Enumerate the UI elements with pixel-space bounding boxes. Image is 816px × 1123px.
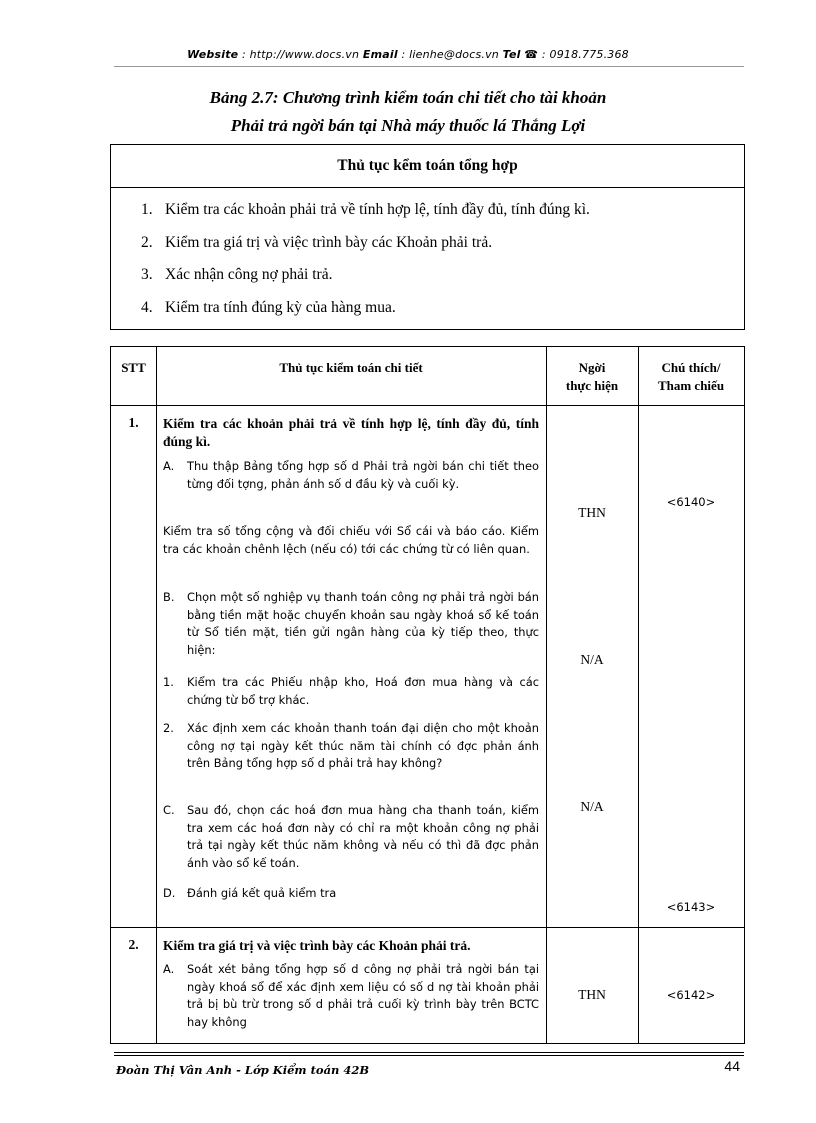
row2-performer: THN — [578, 987, 606, 1002]
row1-item-c: C. Sau đó, chọn các hoá đơn mua hàng cha thanh toán, kiểm tra xem các hoá đơn này có chỉ ra một khoản công nợ phải trả tại ngày kết thúc năm không và nếu có thì đã đợc phản ánh vào sổ kế toán. — [163, 803, 539, 870]
header-divider — [114, 66, 744, 67]
tel-value: : 0918.775.368 — [538, 48, 629, 61]
website-label: Website — [187, 48, 239, 61]
footer-divider — [114, 1055, 744, 1056]
row2-stt: 2. — [128, 937, 139, 952]
summary-list — [141, 201, 590, 331]
summary-item: 1. Kiểm tra các khoản phải trả về tính hợp lệ, tính đầy đủ, tính đúng kì. — [141, 201, 590, 218]
footer-divider — [114, 1052, 744, 1053]
col-divider — [156, 347, 157, 1044]
summary-item: 2. Kiểm tra giá trị và việc trình bày các Khoản phải trả. — [141, 233, 493, 251]
row1-item-d: D. Đánh giá kết quả kiểm tra — [163, 886, 337, 900]
detail-table — [110, 346, 745, 1044]
table-title-line2: Phải trả ngời bán tại Nhà máy thuốc lá Thắng Lợi — [230, 116, 586, 135]
row1-performer-a: THN — [578, 505, 606, 520]
tel-label: Tel — [502, 48, 521, 61]
col-divider — [546, 347, 547, 1044]
row1-subitem-1: 1. Kiểm tra các Phiếu nhập kho, Hoá đơn mua hàng và các chứng từ bổ trợ khác. — [163, 675, 539, 707]
email-label: Email — [362, 48, 398, 61]
summary-box — [110, 144, 745, 330]
row1-item-a: A. Thu thập Bảng tổng hợp số d Phải trả ngời bán chi tiết theo từng đối tợng, phản ánh số d đầu kỳ và cuối kỳ. — [163, 459, 539, 491]
row2-item-a: A. Soát xét bảng tổng hợp số d công nợ phải trả ngời bán tại ngày khoá sổ để xác định xem liệu có số d nợ tài khoản phải trả bị bù trừ trong số d phải trả cuối kỳ trình bày trên BCTC hay không — [163, 962, 539, 1029]
row1-subitem-2: 2. Xác định xem các khoản thanh toán đại diện cho một khoản công nợ tại ngày kết thúc năm tài chính có đợc phản ánh trên Bảng tổng hợp số d phải trả hay không? — [163, 721, 539, 770]
header-performer: Ngời thực hiện — [565, 360, 619, 393]
summary-item: 4. Kiểm tra tính đúng kỳ của hàng mua. — [141, 298, 396, 316]
summary-heading: Thủ tục kểm toán tổng hợp — [111, 145, 744, 188]
summary-item: 3. Xác nhận công nợ phải trả. — [141, 266, 333, 283]
header-stt: STT — [121, 360, 146, 375]
table-title-line1: Bảng 2.7: Chương trình kiểm toán chi tiết cho tài khoản — [209, 88, 607, 107]
row2-title: Kiểm tra giá trị và việc trình bày các Khoản phải trả. — [163, 938, 471, 953]
page-number: 44 — [724, 1058, 740, 1074]
phone-icon: ☎ — [524, 48, 539, 61]
header-row-divider — [111, 405, 745, 406]
row1-stt: 1. — [128, 415, 139, 430]
row1-ref-d: <6143> — [666, 900, 716, 914]
row2-ref: <6142> — [666, 988, 716, 1002]
row1-paragraph: Kiểm tra số tổng cộng và đối chiếu với Sổ cái và báo cáo. Kiểm tra các khoản chênh lệch (nếu có) tới các chứng từ có liên quan. — [163, 524, 539, 556]
row1-performer-c: N/A — [580, 799, 604, 814]
row1-title: Kiểm tra các khoản phải trả về tính hợp lệ, tính đầy đủ, tính đúng kì. — [163, 416, 539, 449]
website-value: : http://www.docs.vn — [238, 48, 363, 61]
row1-performer-b: N/A — [580, 652, 604, 667]
page-header — [0, 48, 816, 61]
email-value: : lienhe@docs.vn — [397, 48, 503, 61]
row1-ref-a: <6140> — [666, 495, 716, 509]
footer-author: Đoàn Thị Vân Anh - Lớp Kiểm toán 42B — [116, 1063, 370, 1077]
col-divider — [638, 347, 639, 1044]
row1-item-b: B. Chọn một số nghiệp vụ thanh toán công nợ phải trả ngời bán bằng tiền mặt hoặc chuyển khoản sau ngày khoá sổ kế toán từ Sổ tiền mặt, tiền gửi ngân hàng của kỳ tiếp theo, thực hiện: — [163, 590, 539, 657]
row-divider — [111, 927, 745, 928]
header-reference: Chú thích/ Tham chiếu — [657, 360, 725, 393]
header-procedure: Thủ tục kiểm toán chi tiết — [279, 360, 423, 375]
